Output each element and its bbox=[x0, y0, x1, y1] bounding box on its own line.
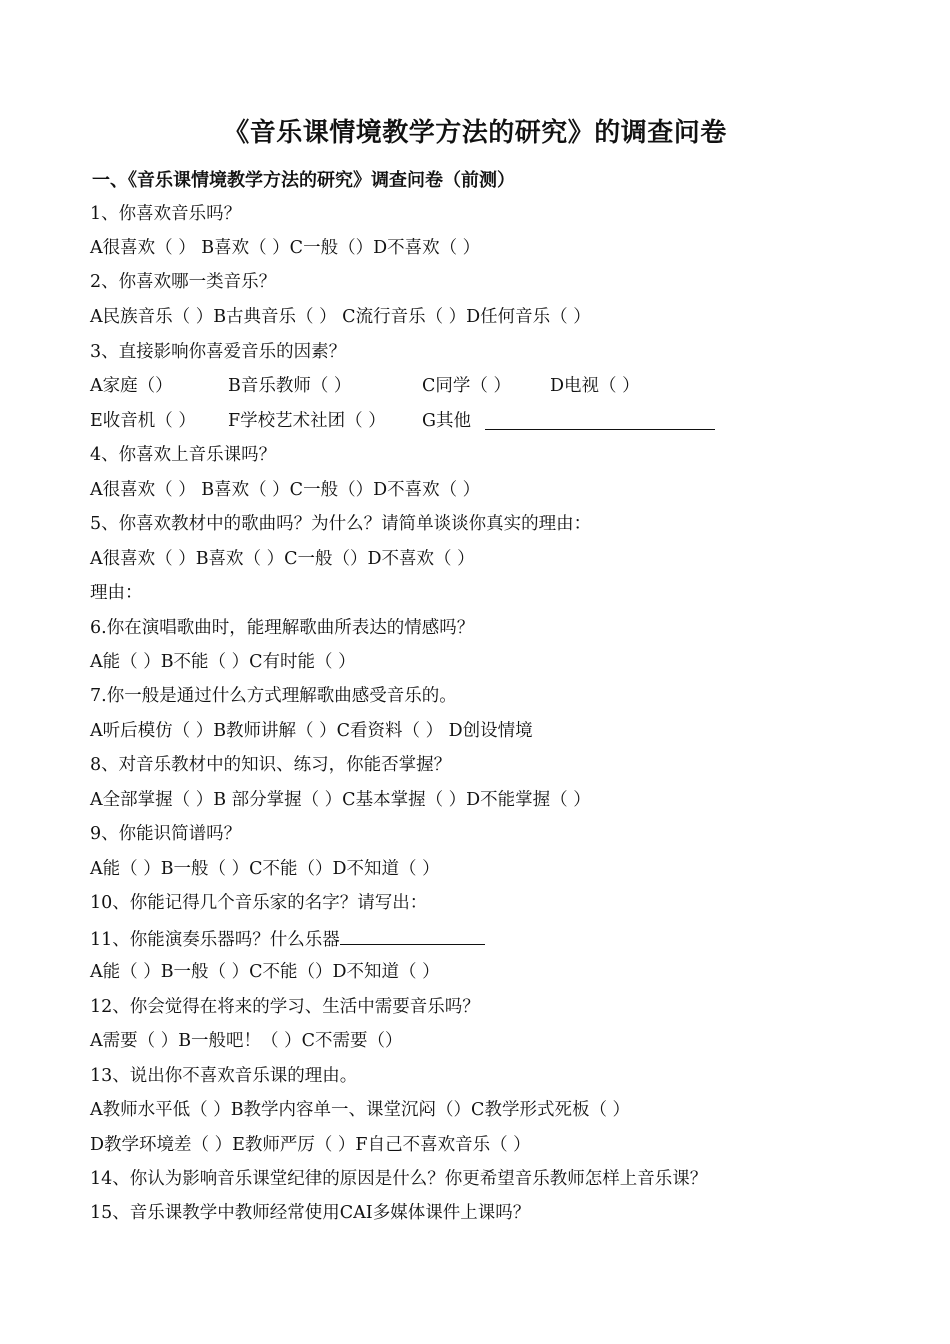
question-2: 2、你喜欢哪一类音乐？ bbox=[90, 272, 277, 292]
question-5-reason-label: 理由： bbox=[90, 583, 143, 603]
question-9-options: A能（ ）B一般（ ）C不能（）D不知道（ ） bbox=[90, 859, 440, 879]
question-11-options: A能（ ）B一般（ ）C不能（）D不知道（ ） bbox=[90, 962, 440, 982]
question-11: 11、你能演奏乐器吗？什么乐器 bbox=[90, 930, 340, 950]
question-3: 3、直接影响你喜爱音乐的因素？ bbox=[90, 342, 347, 362]
question-5-options: A很喜欢（ ）B喜欢（ ）C一般（）D不喜欢（ ） bbox=[90, 549, 475, 569]
section-heading: 一、《音乐课情境教学方法的研究》调查问卷（前测） bbox=[92, 170, 515, 191]
question-14: 14、你认为影响音乐课堂纪律的原因是什么？你更希望音乐教师怎样上音乐课？ bbox=[90, 1169, 708, 1189]
question-5: 5、你喜欢教材中的歌曲吗？为什么？请简单谈谈你真实的理由： bbox=[90, 514, 592, 534]
question-3-options-row-2 bbox=[90, 409, 730, 433]
document-title: 《音乐课情境教学方法的研究》的调查问卷 bbox=[223, 118, 727, 148]
question-4: 4、你喜欢上音乐课吗？ bbox=[90, 445, 277, 465]
question-13-options-row-1: A教师水平低（ ）B教学内容单一、课堂沉闷（）C教学形式死板（ ） bbox=[90, 1100, 631, 1120]
question-13-options-row-2: D教学环境差（ ）E教师严厉（ ）F自己不喜欢音乐（ ） bbox=[90, 1135, 531, 1155]
question-12-options: A需要（ ）B一般吧！（ ）C不需要（） bbox=[90, 1031, 403, 1051]
question-6-options: A能（ ）B不能（ ）C有时能（ ） bbox=[90, 652, 356, 672]
option-c: C同学（ ） bbox=[422, 376, 511, 396]
option-f: F学校艺术社团（ ） bbox=[228, 411, 386, 431]
question-8: 8、对音乐教材中的知识、练习，你能否掌握？ bbox=[90, 755, 452, 775]
question-1: 1、你喜欢音乐吗？ bbox=[90, 204, 242, 224]
question-11-row bbox=[90, 926, 485, 950]
question-7: 7.你一般是通过什么方式理解歌曲感受音乐的。 bbox=[90, 686, 457, 706]
question-2-options: A民族音乐（ ）B古典音乐（ ） C流行音乐（ ）D任何音乐（ ） bbox=[90, 307, 591, 327]
option-e: E收音机（ ） bbox=[90, 411, 196, 431]
option-g: G其他 bbox=[422, 411, 471, 431]
answer-blank[interactable] bbox=[485, 411, 715, 437]
question-8-options: A全部掌握（ ）B 部分掌握（ ）C基本掌握（ ）D不能掌握（ ） bbox=[90, 790, 591, 810]
question-13: 13、说出你不喜欢音乐课的理由。 bbox=[90, 1066, 358, 1086]
question-4-options: A很喜欢（ ） B喜欢（ ）C一般（）D不喜欢（ ） bbox=[90, 480, 481, 500]
answer-blank[interactable] bbox=[340, 926, 485, 945]
option-a: A家庭（） bbox=[90, 376, 173, 396]
question-1-options: A很喜欢（ ） B喜欢（ ）C一般（）D不喜欢（ ） bbox=[90, 238, 481, 258]
question-6: 6.你在演唱歌曲时，能理解歌曲所表达的情感吗？ bbox=[90, 618, 475, 638]
question-9: 9、你能识简谱吗？ bbox=[90, 824, 242, 844]
question-10: 10、你能记得几个音乐家的名字？请写出： bbox=[90, 893, 428, 913]
option-d: D电视（ ） bbox=[550, 376, 640, 396]
question-7-options: A听后模仿（ ）B教师讲解（ ）C看资料（ ） D创设情境 bbox=[90, 721, 533, 741]
question-12: 12、你会觉得在将来的学习、生活中需要音乐吗？ bbox=[90, 997, 480, 1017]
question-3-options-row-1 bbox=[90, 374, 690, 398]
option-b: B音乐教师（ ） bbox=[228, 376, 352, 396]
question-15: 15、音乐课教学中教师经常使用CAI多媒体课件上课吗？ bbox=[90, 1203, 531, 1223]
